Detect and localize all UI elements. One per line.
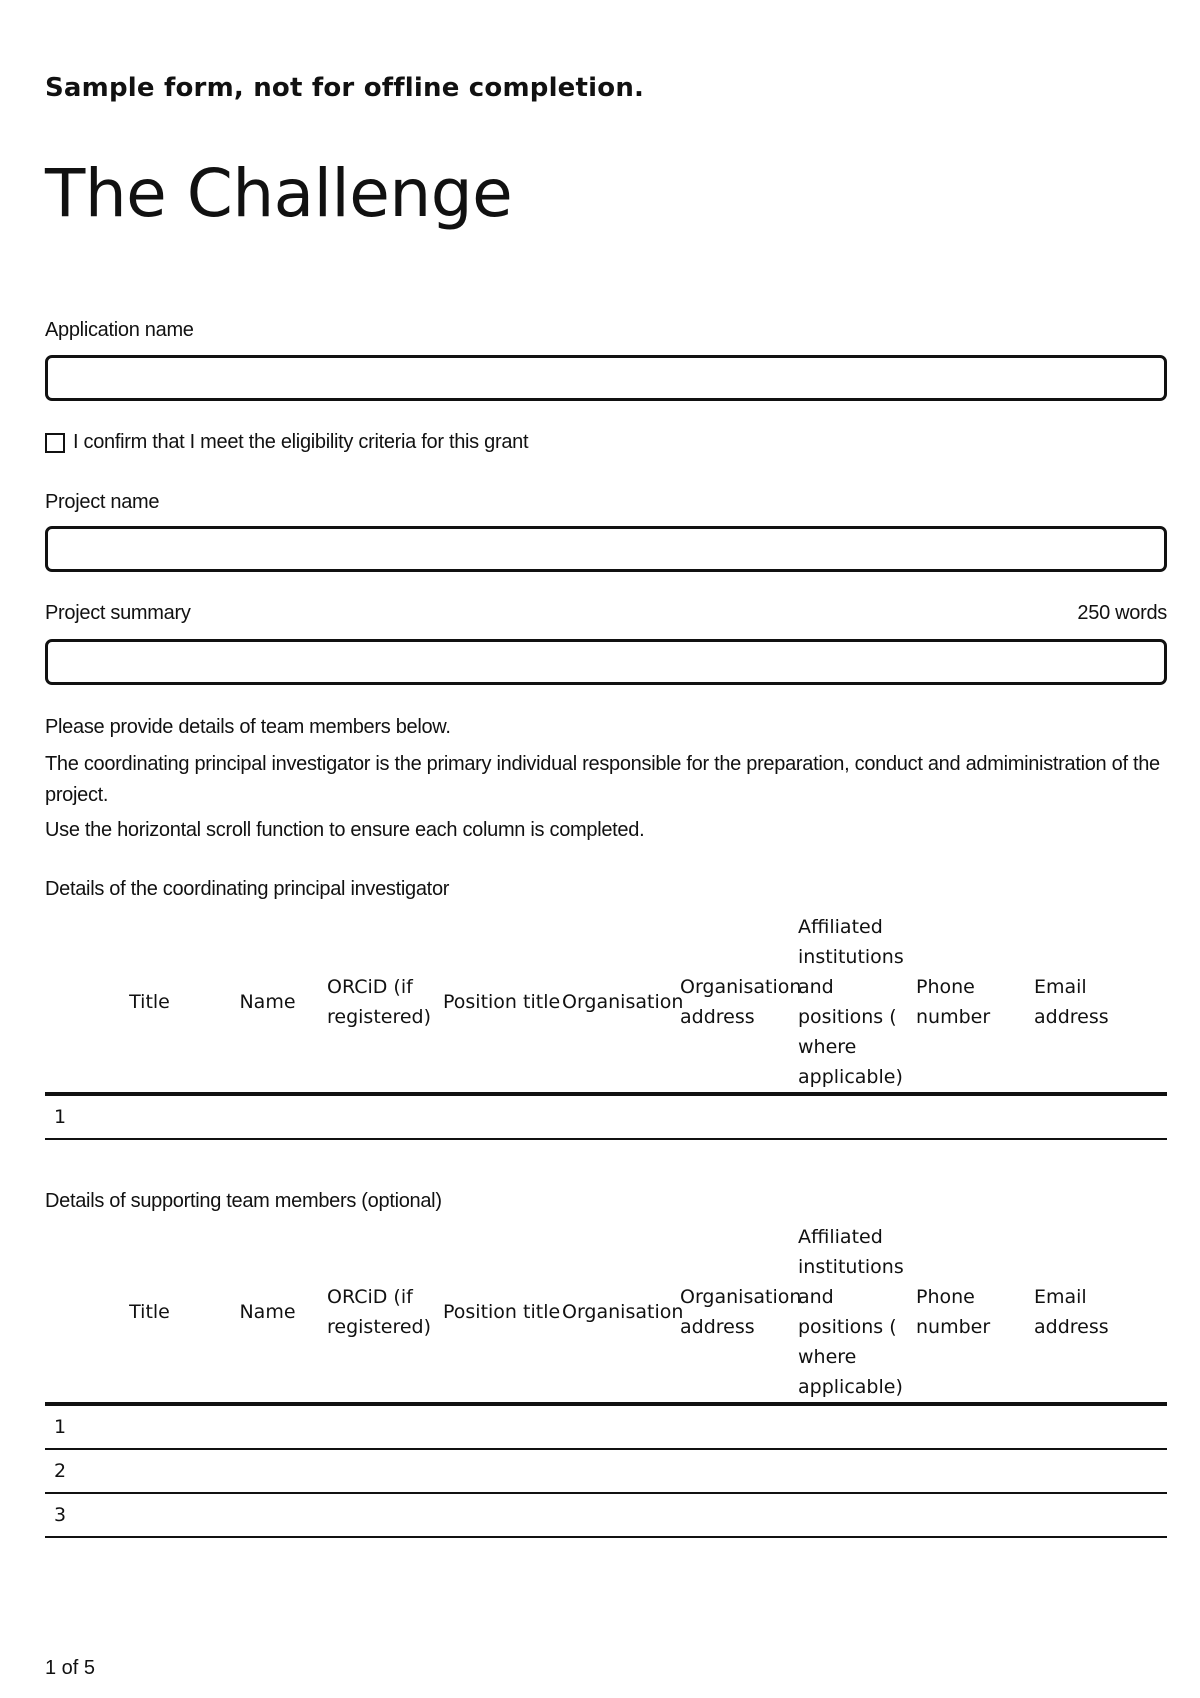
cpi-col-position: Position title: [443, 912, 562, 1094]
cell-organisation[interactable]: [562, 1493, 680, 1537]
cell-position[interactable]: [443, 1094, 562, 1139]
cell-org-address[interactable]: [680, 1493, 798, 1537]
support-col-position: Position title: [443, 1222, 562, 1404]
support-table-caption: Details of supporting team members (optional): [45, 1190, 442, 1212]
cell-affiliated[interactable]: [798, 1094, 916, 1139]
support-table-header-index: [45, 1222, 91, 1404]
cpi-col-org-address: Organisation address: [680, 912, 798, 1094]
row-index: 1: [45, 1404, 91, 1449]
cell-phone[interactable]: [916, 1493, 1034, 1537]
instructions-line-1: Please provide details of team members below.: [45, 716, 451, 738]
cell-org-address[interactable]: [680, 1404, 798, 1449]
page-title: The Challenge: [45, 155, 513, 232]
cell-orcid[interactable]: [327, 1449, 443, 1493]
sample-form-notice: Sample form, not for offline completion.: [45, 73, 645, 103]
cell-title[interactable]: [91, 1449, 208, 1493]
cell-orcid[interactable]: [327, 1493, 443, 1537]
cell-orcid[interactable]: [327, 1094, 443, 1139]
cell-email[interactable]: [1034, 1493, 1167, 1537]
table-row[interactable]: [45, 1404, 1167, 1449]
cell-affiliated[interactable]: [798, 1493, 916, 1537]
support-col-phone: Phone number: [916, 1222, 1034, 1404]
application-name-label: Application name: [45, 319, 194, 341]
application-name-input[interactable]: [45, 355, 1167, 401]
cell-position[interactable]: [443, 1404, 562, 1449]
support-col-title: Title: [91, 1222, 208, 1404]
instructions-line-3: Use the horizontal scroll function to ensure each column is completed.: [45, 819, 645, 841]
row-index: 1: [45, 1094, 91, 1139]
cell-orcid[interactable]: [327, 1404, 443, 1449]
cpi-col-title: Title: [91, 912, 208, 1094]
cpi-col-orcid: ORCiD (if registered): [327, 912, 443, 1094]
cell-org-address[interactable]: [680, 1449, 798, 1493]
cell-position[interactable]: [443, 1493, 562, 1537]
cell-name[interactable]: [208, 1094, 327, 1139]
support-col-email: Email address: [1034, 1222, 1167, 1404]
cell-name[interactable]: [208, 1493, 327, 1537]
cpi-col-affiliated: Affiliated institutions and positions ( where applicable): [798, 912, 916, 1094]
cell-title[interactable]: [91, 1094, 208, 1139]
cell-position[interactable]: [443, 1449, 562, 1493]
cpi-col-phone: Phone number: [916, 912, 1034, 1094]
cpi-col-email: Email address: [1034, 912, 1167, 1094]
project-summary-label: Project summary: [45, 602, 191, 624]
cell-organisation[interactable]: [562, 1094, 680, 1139]
cell-phone[interactable]: [916, 1449, 1034, 1493]
row-index: 2: [45, 1449, 91, 1493]
cell-email[interactable]: [1034, 1094, 1167, 1139]
support-table: [45, 1222, 1167, 1538]
support-col-org-address: Organisation address: [680, 1222, 798, 1404]
cell-organisation[interactable]: [562, 1404, 680, 1449]
row-index: 3: [45, 1493, 91, 1537]
cell-email[interactable]: [1034, 1404, 1167, 1449]
project-summary-input[interactable]: [45, 639, 1167, 685]
cell-email[interactable]: [1034, 1449, 1167, 1493]
cell-org-address[interactable]: [680, 1094, 798, 1139]
cell-title[interactable]: [91, 1404, 208, 1449]
cpi-table-header-index: [45, 912, 91, 1094]
cpi-col-name: Name: [208, 912, 327, 1094]
eligibility-checkbox-row[interactable]: [45, 431, 528, 454]
table-row[interactable]: [45, 1094, 1167, 1139]
table-row[interactable]: [45, 1449, 1167, 1493]
support-col-organisation: Organisation: [562, 1222, 680, 1404]
cell-phone[interactable]: [916, 1404, 1034, 1449]
cell-affiliated[interactable]: [798, 1404, 916, 1449]
page-number: 1 of 5: [45, 1657, 96, 1679]
cell-name[interactable]: [208, 1449, 327, 1493]
cell-name[interactable]: [208, 1404, 327, 1449]
cell-affiliated[interactable]: [798, 1449, 916, 1493]
cell-phone[interactable]: [916, 1094, 1034, 1139]
cpi-table-header-row: [45, 912, 1167, 1094]
support-table-header-row: [45, 1222, 1167, 1404]
cpi-table: [45, 912, 1167, 1140]
table-row[interactable]: [45, 1493, 1167, 1537]
support-col-affiliated: Affiliated institutions and positions ( where applicable): [798, 1222, 916, 1404]
project-name-label: Project name: [45, 491, 160, 513]
support-col-orcid: ORCiD (if registered): [327, 1222, 443, 1404]
project-name-input[interactable]: [45, 526, 1167, 572]
cpi-table-caption: Details of the coordinating principal investigator: [45, 878, 450, 900]
support-col-name: Name: [208, 1222, 327, 1404]
eligibility-checkbox[interactable]: [45, 433, 65, 453]
eligibility-checkbox-label: I confirm that I meet the eligibility criteria for this grant: [73, 431, 529, 453]
cpi-col-organisation: Organisation: [562, 912, 680, 1094]
cell-organisation[interactable]: [562, 1449, 680, 1493]
cell-title[interactable]: [91, 1493, 208, 1537]
word-limit-indicator: 250 words: [1077, 602, 1167, 624]
instructions-line-2: The coordinating principal investigator is the primary individual responsible for the preparation, conduct and admiministration of the project.: [45, 753, 1160, 806]
